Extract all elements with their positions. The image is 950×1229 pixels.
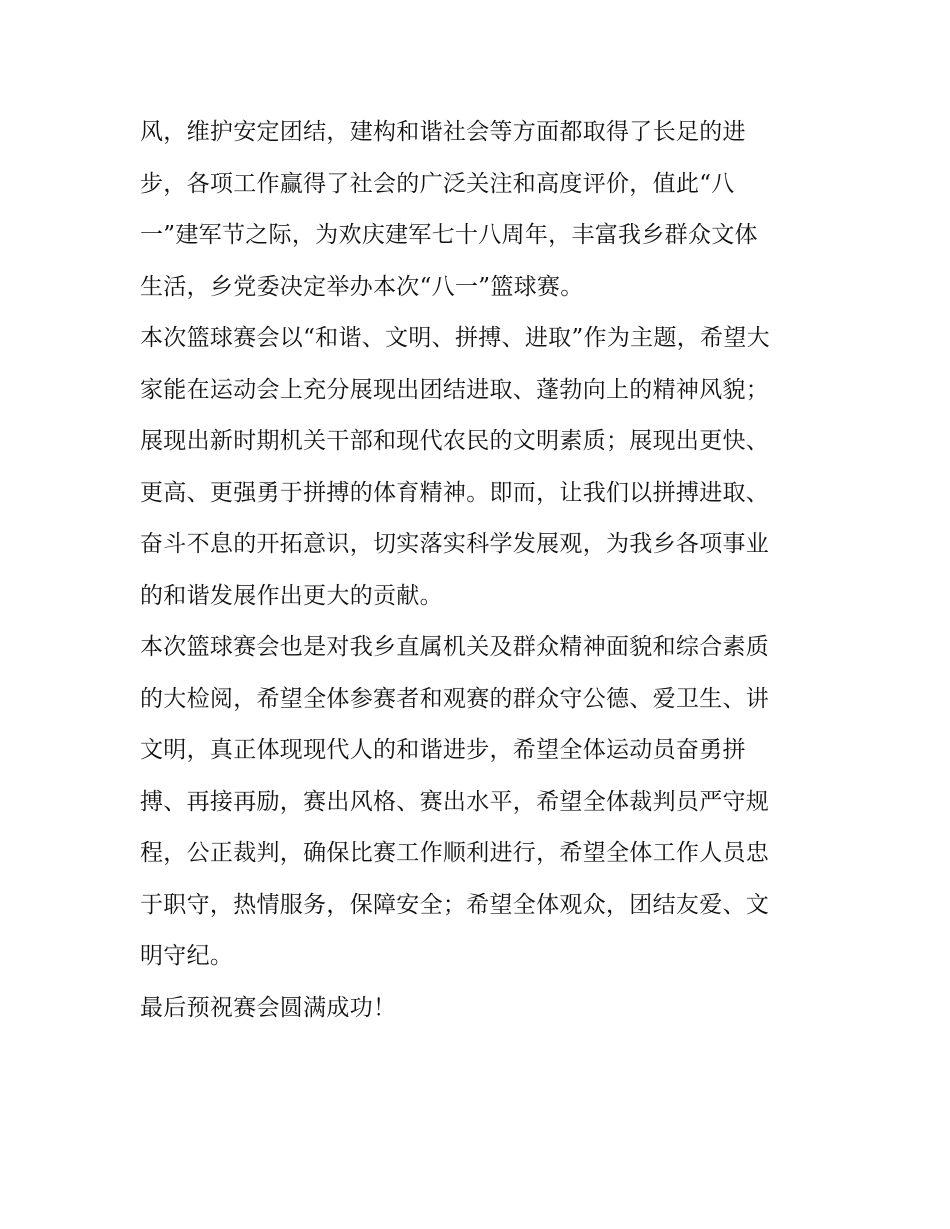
text-line: 展现出新时期机关干部和现代农民的文明素质；展现出更快、 [140,428,770,454]
text-line: 于职守，热情服务，保障安全；希望全体观众，团结友爱、文 [140,891,770,918]
text-line: 生活，乡党委决定举办本次“八一”篮球赛。 [140,273,584,300]
text-line: 本次篮球赛会也是对我乡直属机关及群众精神面貌和综合素质 [140,634,770,660]
text-line: 最后预祝赛会圆满成功！ [140,994,397,1021]
text-line: 明守纪。 [140,943,234,969]
text-line: 奋斗不息的开拓意识，切实落实科学发展观，为我乡各项事业 [140,531,770,557]
text-line: 程，公正裁判，确保比赛工作顺利进行，希望全体工作人员忠 [140,840,770,866]
text-line: 步，各项工作赢得了社会的广泛关注和高度评价，值此“八 [140,170,735,197]
text-line: 家能在运动会上充分展现出团结进取、蓬勃向上的精神风貌； [140,376,770,403]
text-line: 更高、更强勇于拼搏的体育精神。即而，让我们以拼搏进取、 [140,479,770,506]
text-line: 本次篮球赛会以“和谐、文明、拼搏、进取”作为主题，希望大 [140,325,770,351]
text-line: 的大检阅，希望全体参赛者和观赛的群众守公德、爱卫生、讲 [140,685,770,712]
text-line: 的和谐发展作出更大的贡献。 [140,582,443,609]
text-line: 风，维护安定团结，建构和谐社会等方面都取得了长足的进 [140,119,746,145]
text-line: 搏、再接再励，赛出风格、赛出水平，希望全体裁判员严守规 [140,788,770,815]
text-line: 一”建军节之际，为欢庆建军七十八周年，丰富我乡群众文体 [140,222,758,248]
document-body-text [140,107,840,1034]
text-line: 文明，真正体现现代人的和谐进步，希望全体运动员奋勇拼 [140,737,746,763]
